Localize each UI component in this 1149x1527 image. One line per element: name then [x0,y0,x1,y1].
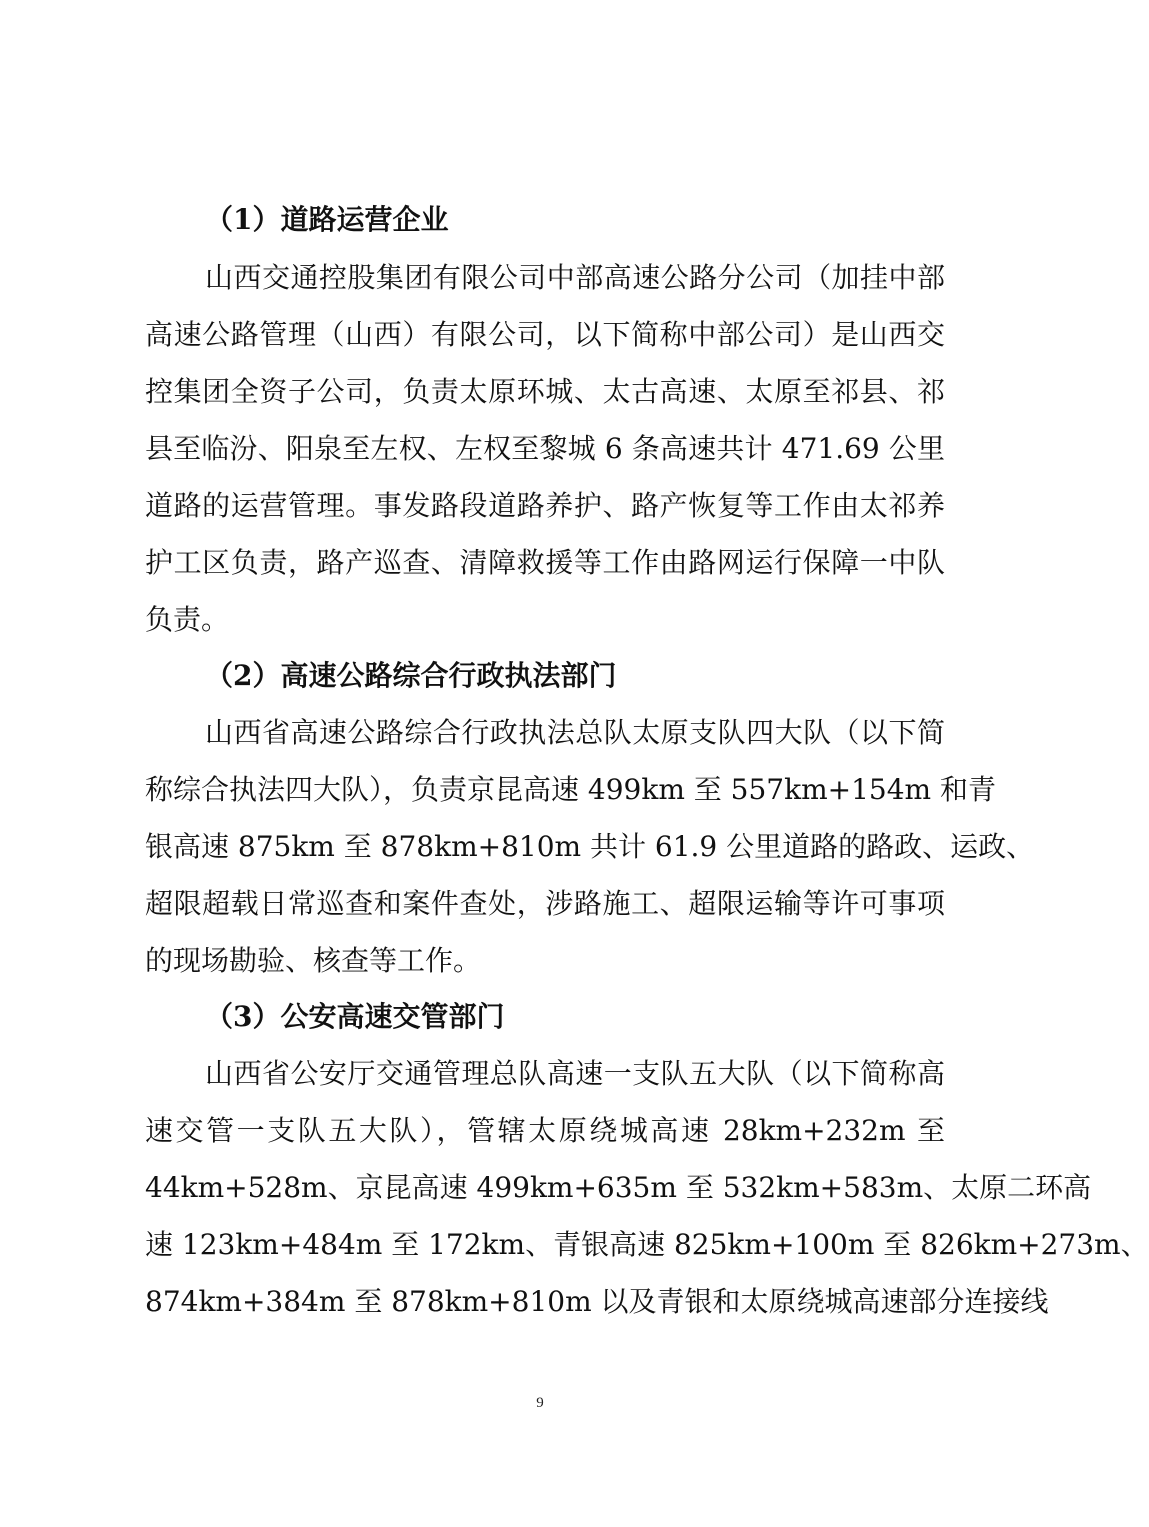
section-1-line-7: 负责。 [145,603,230,636]
page-number: 9 [536,1395,544,1411]
section-2-line-4: 超限超载日常巡查和案件查处，涉路施工、超限运输等许可事项 [145,887,945,920]
section-1-line-1: 山西交通控股集团有限公司中部高速公路分公司（加挂中部 [205,261,945,294]
section-3-line-3: 44km+528m、京昆高速 499km+635m 至 532km+583m、太原二环高 [145,1171,1092,1204]
section-2-line-2: 称综合执法四大队），负责京昆高速 499km 至 557km+154m 和青 [145,773,996,806]
section-1-line-4: 县至临汾、阳泉至左权、左权至黎城 6 条高速共计 471.69 公里 [145,432,945,465]
section-2-line-5: 的现场勘验、核查等工作。 [145,944,482,977]
section-2-line-3: 银高速 875km 至 878km+810m 共计 61.9 公里道路的路政、运政、 [145,830,1035,863]
section-1-heading: （1）道路运营企业 [205,203,449,236]
section-3-line-4: 速 123km+484m 至 172km、青银高速 825km+100m 至 826km+273m、 [145,1228,1149,1261]
section-3-heading: （3）公安高速交管部门 [205,1000,505,1033]
section-3-line-5: 874km+384m 至 878km+810m 以及青银和太原绕城高速部分连接线 [145,1285,1049,1318]
section-3-line-2: 速交管一支队五大队），管辖太原绕城高速 28km+232m 至 [145,1114,945,1147]
section-1-line-6: 护工区负责，路产巡查、清障救援等工作由路网运行保障一中队 [145,546,945,579]
section-1-line-5: 道路的运营管理。事发路段道路养护、路产恢复等工作由太祁养 [145,489,945,522]
section-3-line-1: 山西省公安厅交通管理总队高速一支队五大队（以下简称高 [205,1057,945,1090]
section-1-line-2: 高速公路管理（山西）有限公司，以下简称中部公司）是山西交 [145,318,945,351]
section-1-line-3: 控集团全资子公司，负责太原环城、太古高速、太原至祁县、祁 [145,375,945,408]
section-2-heading: （2）高速公路综合行政执法部门 [205,659,617,692]
section-2-line-1: 山西省高速公路综合行政执法总队太原支队四大队（以下简 [205,716,945,749]
